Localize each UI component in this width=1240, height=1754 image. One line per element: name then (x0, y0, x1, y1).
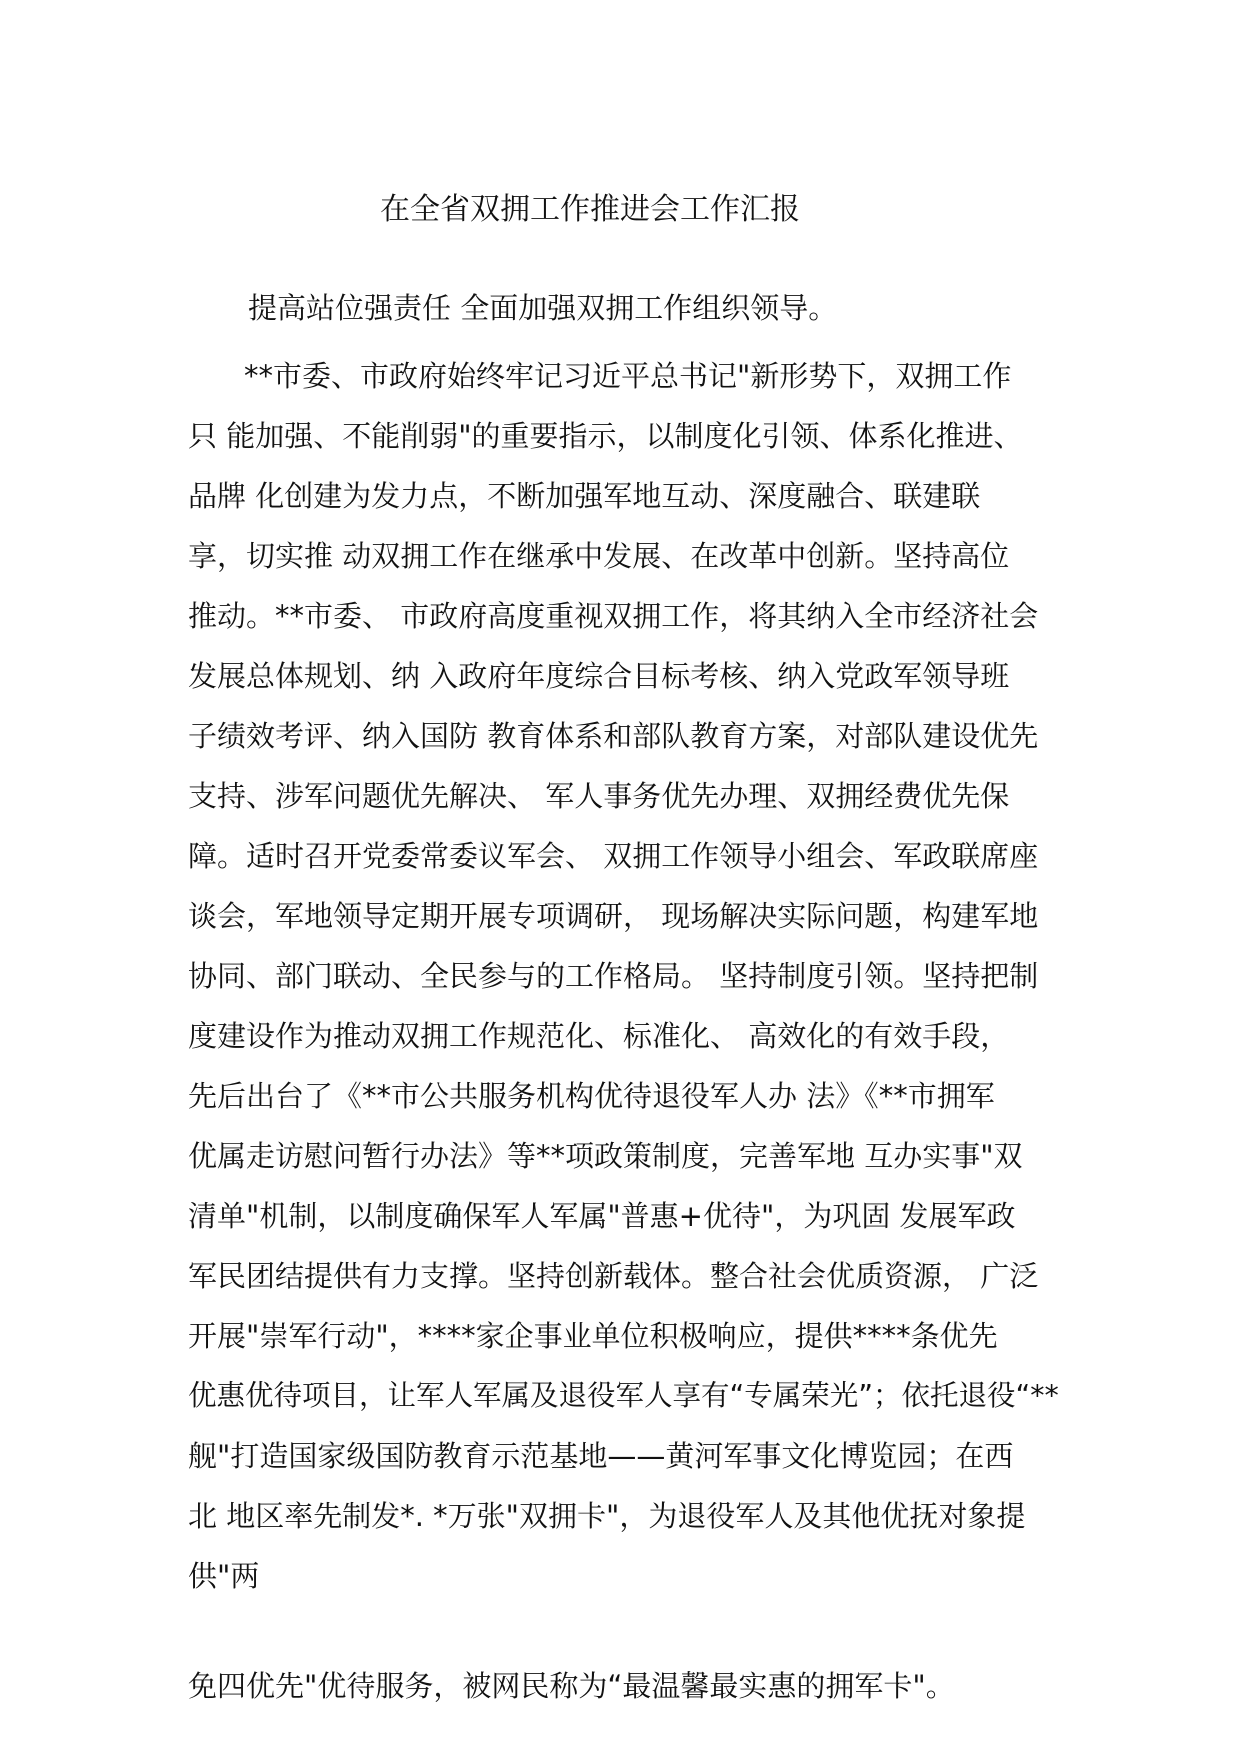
body-line: 北 地区率先制发*. *万张"双拥卡"，为退役军人及其他优抚对象提 (188, 1499, 1026, 1533)
document-title: 在全省双拥工作推进会工作汇报 (380, 192, 800, 227)
body-line: 只 能加强、不能削弱"的重要指示，以制度化引领、体系化推进、 (188, 419, 1023, 453)
body-line: 享，切实推 动双拥工作在继承中发展、在改革中创新。坚持高位 (188, 539, 1010, 573)
body-text (188, 354, 1068, 1614)
body-line: 度建设作为推动双拥工作规范化、标准化、 高效化的有效手段， (188, 1019, 1010, 1053)
body-line: 障。适时召开党委常委议军会、 双拥工作领导小组会、军政联席座 (188, 839, 1039, 873)
body-line: 子绩效考评、纳入国防 教育体系和部队教育方案，对部队建设优先 (188, 719, 1039, 753)
section-heading: 提高站位强责任 全面加强双拥工作组织领导。 (248, 291, 838, 325)
body-line: 舰"打造国家级国防教育示范基地——黄河军事文化博览园；在西 (188, 1439, 1014, 1473)
body-tail-line: 免四优先"优待服务，被网民称为“最温馨最实惠的拥军卡"。 (188, 1669, 955, 1703)
body-line: 开展"崇军行动"，****家企事业单位积极响应，提供****条优先 (188, 1319, 998, 1353)
body-line: 先后出台了《**市公共服务机构优待退役军人办 法》《**市拥军 (188, 1079, 995, 1113)
body-line: 军民团结提供有力支撑。坚持创新载体。整合社会优质资源， 广泛 (188, 1259, 1039, 1293)
body-line: 优惠优待项目，让军人军属及退役军人享有“专属荣光”；依托退役“** (188, 1379, 1059, 1412)
body-line: 品牌 化创建为发力点，不断加强军地互动、深度融合、联建联 (188, 479, 981, 513)
body-line: 支持、涉军问题优先解决、 军人事务优先办理、双拥经费优先保 (188, 779, 1010, 813)
body-line: 谈会，军地领导定期开展专项调研， 现场解决实际问题，构建军地 (188, 899, 1039, 933)
body-line: 供"两 (188, 1559, 260, 1593)
body-line: 协同、部门联动、全民参与的工作格局。 坚持制度引领。坚持把制 (188, 959, 1039, 993)
body-line: 清单"机制，以制度确保军人军属"普惠+优待"，为巩固 发展军政 (188, 1199, 1016, 1233)
body-line: 优属走访慰问暂行办法》等**项政策制度，完善军地 互办实事"双 (188, 1139, 1023, 1173)
body-line: 发展总体规划、纳 入政府年度综合目标考核、纳入党政军领导班 (188, 659, 1010, 693)
body-line: **市委、市政府始终牢记习近平总书记"新形势下，双拥工作 (244, 359, 1012, 393)
body-line: 推动。**市委、 市政府高度重视双拥工作，将其纳入全市经济社会 (188, 599, 1039, 633)
